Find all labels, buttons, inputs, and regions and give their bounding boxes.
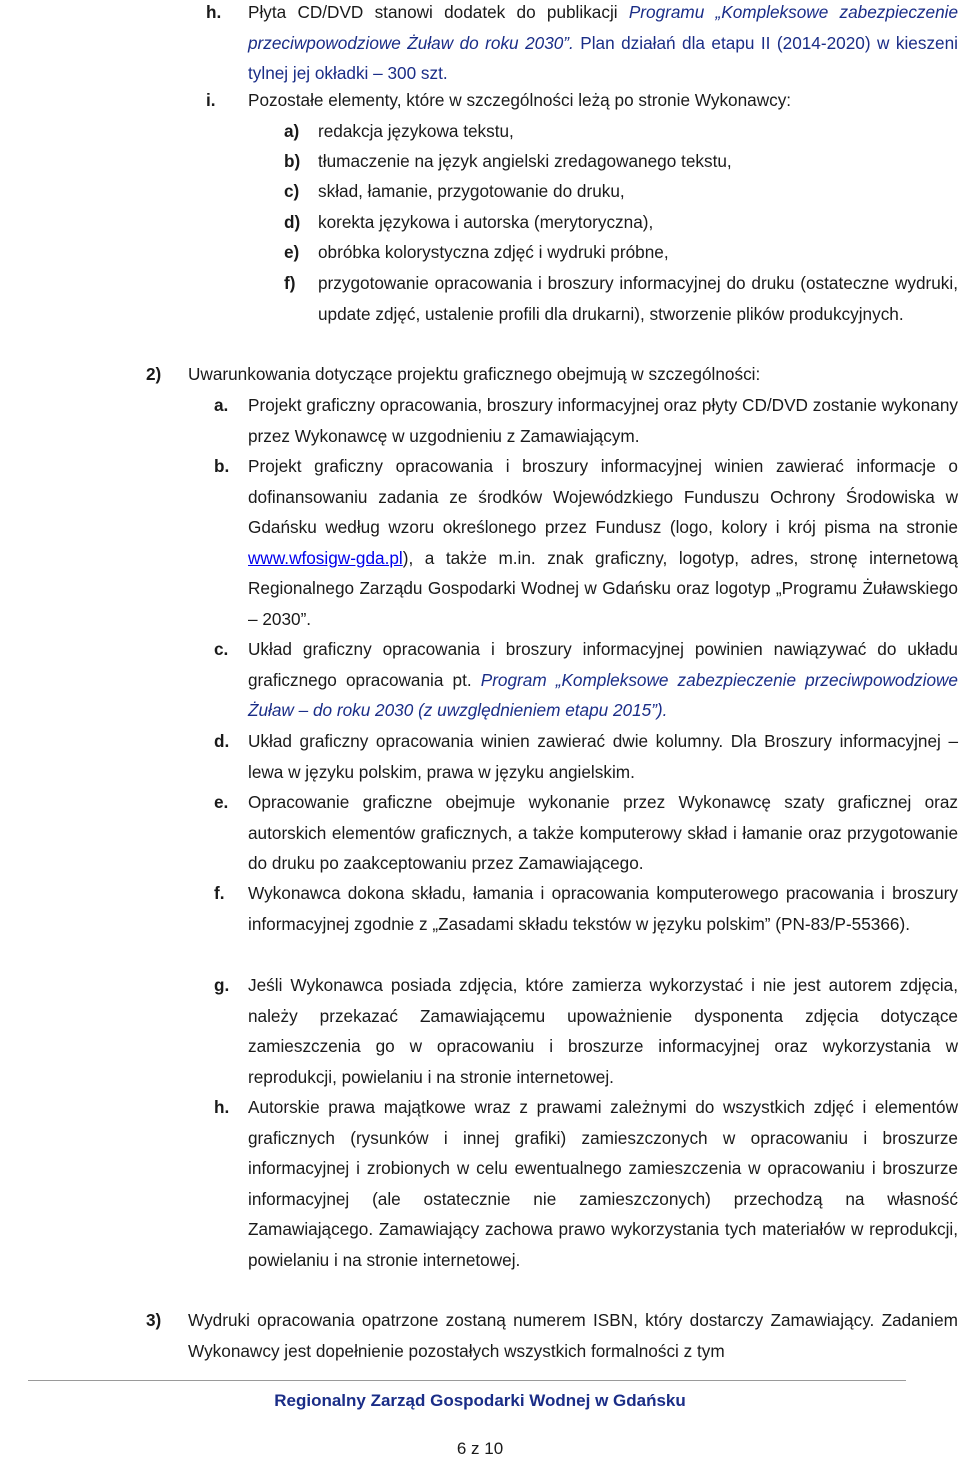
section-text: Wydruki opracowania opatrzone zostaną numerem ISBN, który dostarczy Zamawiający. Zadaniem Wykonawcy jest dopełnienie pozostałych wszystkich formalności z tym (188, 1310, 958, 1361)
section-text: Uwarunkowania dotyczące projektu graficznego obejmują w szczególności: (188, 364, 761, 384)
item-text: Projekt graficzny opracowania, broszury informacyjnej oraz płyty CD/DVD zostanie wykonany przez Wykonawcę w uzgodnieniu z Zamawiającym. (248, 395, 958, 446)
sub-label: e) (284, 242, 300, 262)
list-item-h (206, 0, 958, 89)
sub-label: c) (284, 181, 300, 201)
item-text: Układ graficzny opracowania winien zawierać dwie kolumny. Dla Broszury informacyjnej – lewa w języku polskim, prawa w języku angielskim. (248, 731, 958, 782)
footer-divider (28, 1380, 906, 1381)
item-text: Jeśli Wykonawca posiada zdjęcia, które zamierza wykorzystać i nie jest autorem zdjęcia, należy przekazać Zamawiającemu upoważnienie dysponenta zdjęcia dotyczące zamieszczenia go w opracowaniu i broszurze informacyjnej oraz wykorzystania w reprodukcji, powielaniu i na stronie internetowej. (248, 975, 958, 1087)
item-text: Pozostałe elementy, które w szczególności leżą po stronie Wykonawcy: (248, 90, 792, 110)
program-title: Program „Kompleksowe zabezpieczenie przeciwpowodziowe Żuław – do roku 2030 (z uwzględnieniem etapu 2015”). (248, 669, 958, 720)
section-2-item-h (214, 1092, 958, 1275)
item-text: Autorskie prawa majątkowe wraz z prawami zależnymi do wszystkich zdjęć i elementów graficznych (rysunków i innej grafiki) zamieszczonych w opracowaniu i broszurze informacyjnej i zrobionych w celu ewentualnego zamieszczenia w opracowaniu i broszurze informacyjnej (ale ostatecznie nie zamieszczonych) przechodzą na własność Zamawiającego. Zamawiający zachowa prawo wykorzystania tych materiałów w reprodukcji, powielaniu i na stronie internetowej. (248, 1097, 958, 1270)
item-label: e. (214, 792, 229, 812)
sub-item-b (284, 146, 958, 177)
item-text: Opracowanie graficzne obejmuje wykonanie przez Wykonawcę szaty graficznej oraz autorskich elementów graficznych, a także komputerowy skład i łamanie oraz przygotowanie do druku po zaakceptowaniu przez Zamawiającego. (248, 792, 958, 873)
sub-label: d) (284, 212, 301, 232)
item-label: g. (214, 975, 230, 995)
program-title: Programu „Kompleksowe zabezpieczenie przeciwpowodziowe Żuław do roku 2030”. (248, 2, 958, 53)
item-text: Wykonawca dokona składu, łamania i opracowania komputerowego pracowania i broszury informacyjnej zgodnie z „Zasadami składu tekstów w języku polskim” (PN-83/P-55366). (248, 883, 958, 934)
item-label: a. (214, 395, 229, 415)
item-text-cont: ), a także m.in. znak graficzny, logotyp, adres, stronę internetową Regionalnego Zarządu Gospodarki Wodnej w Gdańsku oraz logotyp „Programu Żuławskiego – 2030”. (248, 547, 958, 629)
section-2-item-d (214, 726, 958, 787)
sub-item-f (284, 268, 958, 329)
item-label: f. (214, 883, 225, 903)
sub-text: tłumaczenie na język angielski zredagowanego tekstu, (318, 151, 732, 171)
item-label: h. (206, 2, 222, 22)
item-label: i. (206, 90, 216, 110)
footer-organization: Regionalny Zarząd Gospodarki Wodnej w Gdańsku (274, 1391, 686, 1410)
sub-text: redakcja językowa tekstu, (318, 121, 514, 141)
sub-text: przygotowanie opracowania i broszury informacyjnej do druku (ostateczne wydruki, update zdjęć, ustalenie profili dla drukarni), stworzenie plików produkcyjnych. (318, 273, 958, 324)
section-3 (146, 1305, 958, 1366)
sub-item-e (284, 237, 958, 268)
item-label: c. (214, 639, 229, 659)
section-2-item-c (214, 634, 958, 726)
sub-label: f) (284, 273, 296, 293)
item-text: Układ graficzny opracowania i broszury informacyjnej powinien nawiązywać do układu graficznego opracowania pt. (248, 639, 958, 690)
sub-text: obróbka kolorystyczna zdjęć i wydruki próbne, (318, 242, 669, 262)
item-label: h. (214, 1097, 230, 1117)
item-label: d. (214, 731, 230, 751)
page-number: 6 z 10 (456, 1439, 504, 1458)
sub-item-d (284, 207, 958, 238)
wfosigw-link[interactable]: www.wfosigw-gda.pl (248, 547, 403, 568)
sub-label: b) (284, 151, 301, 171)
section-2-item-g (214, 970, 958, 1092)
sub-text: korekta językowa i autorska (merytoryczna), (318, 212, 654, 232)
list-item-i (206, 85, 958, 116)
section-2-item-b (214, 451, 958, 634)
item-label: b. (214, 456, 230, 476)
section-label: 3) (146, 1310, 162, 1330)
section-2-item-a (214, 390, 958, 451)
sub-item-c (284, 176, 958, 207)
item-text: Płyta CD/DVD stanowi dodatek do publikacji (248, 2, 629, 22)
sub-text: skład, łamanie, przygotowanie do druku, (318, 181, 625, 201)
section-2-item-f (214, 878, 958, 939)
sub-label: a) (284, 121, 300, 141)
section-label: 2) (146, 364, 162, 384)
item-text: Projekt graficzny opracowania i broszury informacyjnej winien zawierać informacje o dofinansowaniu zadania ze środków Wojewódzkiego Funduszu Ochrony Środowiska w Gdańsku według wzoru określonego przez Fundusz (logo, kolory i krój pisma na stronie (248, 456, 958, 537)
plan-note: Plan działań dla etapu II (2014-2020) w kieszeni tylnej jej okładki – 300 szt. (248, 32, 958, 83)
section-2 (146, 359, 958, 390)
section-2-item-e (214, 787, 958, 879)
sub-item-a (284, 116, 958, 147)
